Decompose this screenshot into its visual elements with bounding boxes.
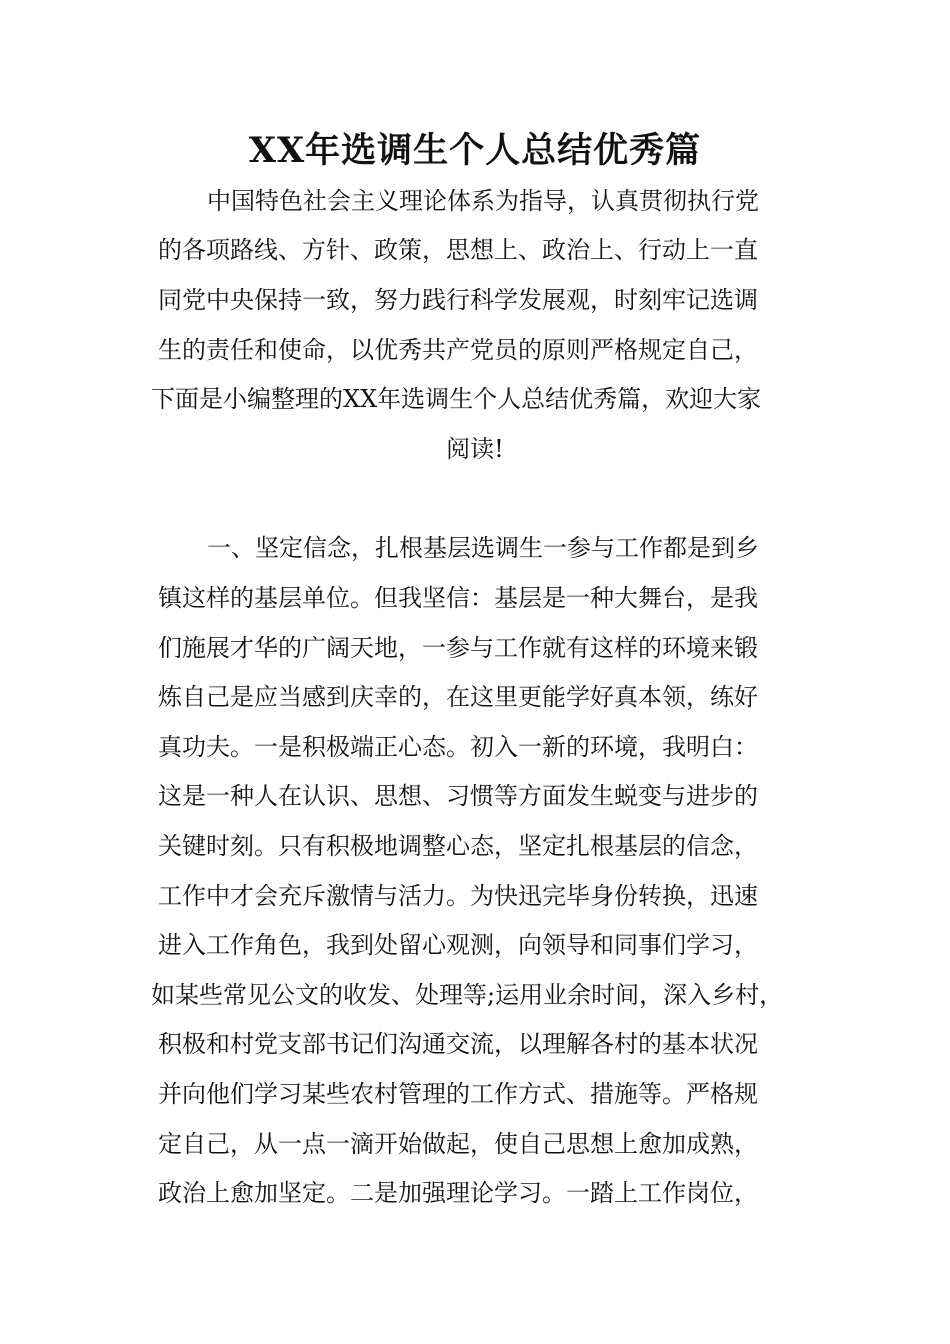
body-line: 这是一种人在认识、思想、习惯等方面发生蜕变与进步的 — [158, 782, 758, 810]
body-line: 积极和村党支部书记们沟通交流，以理解各村的基本状况 — [158, 1030, 758, 1058]
body-line: 并向他们学习某些农村管理的工作方式、措施等。严格规 — [158, 1080, 758, 1108]
intro-line: 中国特色社会主义理论体系为指导，认真贯彻执行党 — [207, 187, 759, 215]
intro-line: 生的责任和使命，以优秀共产党员的原则严格规定自己， — [158, 336, 758, 364]
body-line: 关键时刻。只有积极地调整心态，坚定扎根基层的信念， — [158, 832, 758, 860]
body-line: 工作中才会充斥激情与活力。为快迅完毕身份转换，迅速 — [158, 882, 758, 910]
intro-line: 同党中央保持一致，努力践行科学发展观，时刻牢记选调 — [158, 286, 758, 314]
intro-line: 的各项路线、方针、政策，思想上、政治上、行动上一直 — [158, 236, 758, 264]
intro-line-last: 阅读! — [446, 435, 504, 463]
body-line: 进入工作角色，我到处留心观测，向领导和同事们学习， — [158, 931, 758, 959]
document-title: XX年选调生个人总结优秀篇 — [248, 130, 702, 171]
body-line: 定自己，从一点一滴开始做起，使自己思想上愈加成熟， — [158, 1130, 758, 1158]
body-line: 们施展才华的广阔天地，一参与工作就有这样的环境来锻 — [158, 634, 758, 662]
intro-line: 下面是小编整理的XX年选调生个人总结优秀篇，欢迎大家 — [151, 385, 762, 413]
body-line: 镇这样的基层单位。但我坚信：基层是一种大舞台，是我 — [158, 584, 758, 612]
body-line: 真功夫。一是积极端正心态。初入一新的环境，我明白： — [158, 733, 758, 761]
body-line: 一、坚定信念，扎根基层选调生一参与工作都是到乡 — [207, 534, 759, 562]
body-line: 政治上愈加坚定。二是加强理论学习。一踏上工作岗位， — [158, 1179, 758, 1207]
body-line: 炼自己是应当感到庆幸的，在这里更能学好真本领，练好 — [158, 683, 758, 711]
body-line: 如某些常见公文的收发、处理等;运用业余时间，深入乡村， — [151, 981, 784, 1009]
